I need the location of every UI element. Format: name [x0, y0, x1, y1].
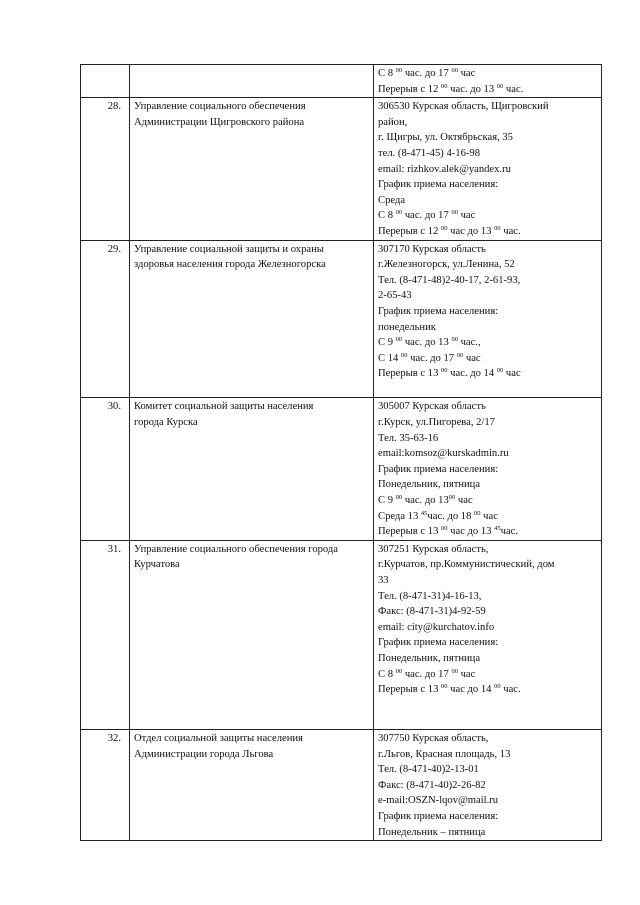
- time-minutes-superscript: 00: [395, 336, 403, 344]
- time-minutes-superscript: 00: [395, 667, 403, 675]
- contact-info: [374, 98, 602, 240]
- organization-line: Управление социального обеспечения: [134, 101, 306, 113]
- contact-line: [378, 557, 597, 573]
- contact-text: 307750 Курская область,: [378, 732, 489, 744]
- organization-line: Администрации Щигровского района: [134, 116, 305, 128]
- organization-name: [130, 98, 374, 240]
- contact-text: График приема населения:: [378, 810, 499, 822]
- time-minutes-superscript: 00: [441, 82, 448, 90]
- time-minutes-superscript: 00: [496, 82, 504, 90]
- time-minutes-superscript: 00: [451, 209, 458, 217]
- organization-name: [130, 540, 374, 729]
- contact-info: [374, 540, 602, 729]
- contact-line: [378, 431, 597, 447]
- table-row: [81, 729, 602, 840]
- time-minutes-superscript: 00: [400, 351, 408, 359]
- organization-line: Комитет социальной защиты населения: [134, 401, 314, 413]
- time-minutes-superscript: 00: [448, 494, 456, 502]
- contact-line: [378, 273, 597, 289]
- contact-text: час. до 13: [402, 495, 449, 507]
- contact-line: [378, 635, 597, 651]
- contact-text: г.Льгов, Красная площадь, 13: [378, 748, 511, 760]
- contact-line: [378, 162, 597, 178]
- contact-text: Понедельник, пятница: [378, 652, 481, 664]
- contact-text: час: [463, 352, 481, 364]
- contact-line: [378, 224, 597, 240]
- table-row: [81, 398, 602, 540]
- time-minutes-superscript: 00: [441, 683, 448, 691]
- contact-line: [378, 809, 597, 825]
- contact-line: [378, 493, 597, 509]
- organization-name: [130, 65, 374, 98]
- contact-text: С 14: [378, 352, 401, 364]
- contact-text: Тел. 35-63-16: [378, 432, 439, 444]
- contact-line: [378, 288, 597, 304]
- contact-text: час до 13: [447, 526, 495, 538]
- contact-text: час.: [500, 225, 521, 237]
- organization-line: здоровья населения города Железногорска: [134, 259, 326, 271]
- contact-line: [378, 351, 597, 367]
- contact-line: [378, 446, 597, 462]
- contact-text: 307251 Курская область,: [378, 543, 489, 555]
- time-minutes-superscript: 00: [451, 67, 458, 74]
- contact-line: [378, 462, 597, 478]
- contact-text: Тел. (8-471-31)4-16-13,: [378, 590, 482, 602]
- contact-line: [378, 399, 597, 415]
- contact-text: г. Щигры, ул. Октябрьская, 35: [378, 132, 513, 144]
- contact-line: [378, 747, 597, 763]
- contact-line: [378, 524, 597, 540]
- time-minutes-superscript: 45: [494, 525, 501, 533]
- time-minutes-superscript: 00: [395, 494, 403, 502]
- contact-text: Перерыв с 13: [378, 526, 442, 538]
- row-number: 30.: [81, 398, 130, 540]
- contact-line: [378, 762, 597, 778]
- contact-text: час: [503, 368, 521, 380]
- row-number: 29.: [81, 240, 130, 398]
- contact-line: [378, 82, 597, 98]
- contact-line: [378, 620, 597, 636]
- contact-text: График приема населения:: [378, 305, 499, 317]
- contact-line: [378, 667, 597, 683]
- contact-line: [378, 130, 597, 146]
- contact-text: e-mail:OSZN-lqov@mail.ru: [378, 795, 499, 807]
- organization-name: [130, 240, 374, 398]
- contact-text: Тел. (8-471-48)2-40-17, 2-61-93,: [378, 274, 521, 286]
- contact-text: Факс: (8-471-31)4-92-59: [378, 606, 486, 618]
- contact-text: час.: [500, 684, 521, 696]
- time-minutes-superscript: 45: [420, 509, 428, 517]
- contact-line: [378, 509, 597, 525]
- contact-text: email: city@kurchatov.info: [378, 621, 495, 633]
- contact-text: час: [455, 495, 473, 507]
- table-row: [81, 540, 602, 729]
- contact-line: [378, 242, 597, 258]
- organization-line: Управление социальной защиты и охраны: [134, 243, 324, 255]
- organization-line: города Курска: [134, 417, 198, 429]
- contact-info: [374, 65, 602, 98]
- contact-text: 305007 Курская область: [378, 401, 486, 413]
- contact-line: [378, 793, 597, 809]
- contact-line: [378, 382, 597, 398]
- contact-text: час. до 13: [447, 83, 497, 95]
- contact-text: С 8: [378, 668, 396, 680]
- contact-line: [378, 115, 597, 131]
- contact-line: [378, 99, 597, 115]
- contact-text: email: rizhkov.alek@yandex.ru: [378, 163, 511, 175]
- contact-line: [378, 304, 597, 320]
- contact-line: [378, 573, 597, 589]
- contact-line: [378, 146, 597, 162]
- organization-line: Управление социального обеспечения города: [134, 543, 338, 555]
- contact-text: С 9: [378, 337, 396, 349]
- contact-line: [378, 682, 597, 698]
- time-minutes-superscript: 00: [474, 509, 481, 517]
- organization-name: [130, 729, 374, 840]
- time-minutes-superscript: 00: [494, 683, 501, 691]
- contact-line: [378, 604, 597, 620]
- contact-text: График приема населения:: [378, 463, 499, 475]
- time-minutes-superscript: 00: [441, 224, 448, 232]
- contact-text: понедельник: [378, 321, 436, 333]
- contact-text: Перерыв с 13: [378, 684, 442, 696]
- contact-text: час. до 17: [407, 352, 457, 364]
- contact-line: [378, 713, 597, 729]
- contact-text: С 8: [378, 210, 396, 222]
- offices-table: [80, 64, 602, 841]
- contact-info: [374, 729, 602, 840]
- contact-text: Тел. (8-471-40)2-13-01: [378, 764, 479, 776]
- contact-text: час до 13: [447, 225, 495, 237]
- contact-line: [378, 651, 597, 667]
- time-minutes-superscript: 00: [451, 667, 458, 675]
- contact-text: час. до 17: [402, 210, 452, 222]
- contact-text: г.Железногорск, ул.Ленина, 52: [378, 259, 515, 271]
- contact-text: час. до 17: [402, 68, 452, 79]
- time-minutes-superscript: 00: [395, 209, 403, 217]
- contact-text: 33: [378, 575, 389, 586]
- contact-text: час. до 14: [447, 368, 497, 380]
- organization-line: Администрации города Льгова: [134, 748, 274, 760]
- organization-name: [130, 398, 374, 540]
- contact-text: час.,: [457, 337, 481, 349]
- contact-line: [378, 731, 597, 747]
- contact-text: час. до 18: [427, 510, 475, 522]
- contact-text: Понедельник, пятница: [378, 479, 481, 491]
- contact-text: час до 14: [447, 684, 495, 696]
- contact-text: 306530 Курская область, Щигровский: [378, 101, 549, 113]
- contact-text: час: [457, 210, 476, 222]
- contact-text: 307170 Курская область: [378, 243, 486, 255]
- contact-line: [378, 177, 597, 193]
- row-number: 31.: [81, 540, 130, 729]
- contact-line: [378, 698, 597, 714]
- contact-text: час: [480, 510, 498, 522]
- time-minutes-superscript: 00: [441, 367, 448, 375]
- contact-line: [378, 825, 597, 841]
- contact-text: email:komsoz@kurskadmin.ru: [378, 448, 509, 460]
- time-minutes-superscript: 00: [441, 525, 448, 533]
- time-minutes-superscript: 00: [456, 351, 464, 359]
- row-number: 28.: [81, 98, 130, 240]
- contact-text: Понедельник – пятница: [378, 826, 486, 838]
- contact-text: Перерыв с 13: [378, 368, 442, 380]
- time-minutes-superscript: 00: [451, 336, 458, 344]
- contact-text: час: [457, 68, 476, 79]
- contact-line: [378, 589, 597, 605]
- contact-info: [374, 398, 602, 540]
- table-row: [81, 98, 602, 240]
- contact-text: тел. (8-471-45) 4-16-98: [378, 147, 480, 159]
- contact-line: [378, 208, 597, 224]
- organization-line: Отдел социальной защиты населения: [134, 732, 303, 744]
- contact-text: час: [457, 668, 476, 680]
- time-minutes-superscript: 00: [494, 224, 501, 232]
- contact-text: район,: [378, 116, 408, 128]
- contact-info: [374, 240, 602, 398]
- row-number: [81, 65, 130, 98]
- contact-line: [378, 66, 597, 82]
- contact-text: Перерыв с 12: [378, 225, 442, 237]
- contact-line: [378, 193, 597, 209]
- contact-text: г.Курчатов, пр.Коммунистический, дом: [378, 559, 555, 571]
- row-number: 32.: [81, 729, 130, 840]
- contact-text: г.Курск, ул.Пигорева, 2/17: [378, 417, 495, 429]
- contact-text: График приема населения:: [378, 637, 499, 649]
- organization-line: Курчатова: [134, 559, 180, 571]
- contact-line: [378, 778, 597, 794]
- contact-line: [378, 415, 597, 431]
- contact-line: [378, 320, 597, 336]
- contact-text: Среда: [378, 194, 406, 206]
- contact-text: С 8: [378, 68, 396, 79]
- time-minutes-superscript: 00: [395, 67, 403, 74]
- contact-text: С 9: [378, 495, 396, 507]
- contact-text: час. до 13: [402, 337, 452, 349]
- contact-text: час. до 17: [402, 668, 452, 680]
- contact-text: час.: [500, 526, 519, 538]
- contact-text: Перерыв с 12: [378, 83, 442, 95]
- table-row: [81, 65, 602, 98]
- contact-line: [378, 257, 597, 273]
- offices-table-body: [81, 65, 602, 841]
- contact-line: [378, 542, 597, 558]
- contact-text: Среда 13: [378, 510, 421, 522]
- time-minutes-superscript: 00: [496, 367, 504, 375]
- contact-text: час.: [503, 83, 524, 95]
- contact-text: Факс: (8-471-40)2-26-82: [378, 779, 486, 791]
- contact-text: 2-65-43: [378, 290, 412, 302]
- table-row: [81, 240, 602, 398]
- contact-line: [378, 335, 597, 351]
- contact-line: [378, 477, 597, 493]
- contact-text: График приема населения:: [378, 179, 499, 191]
- contact-line: [378, 366, 597, 382]
